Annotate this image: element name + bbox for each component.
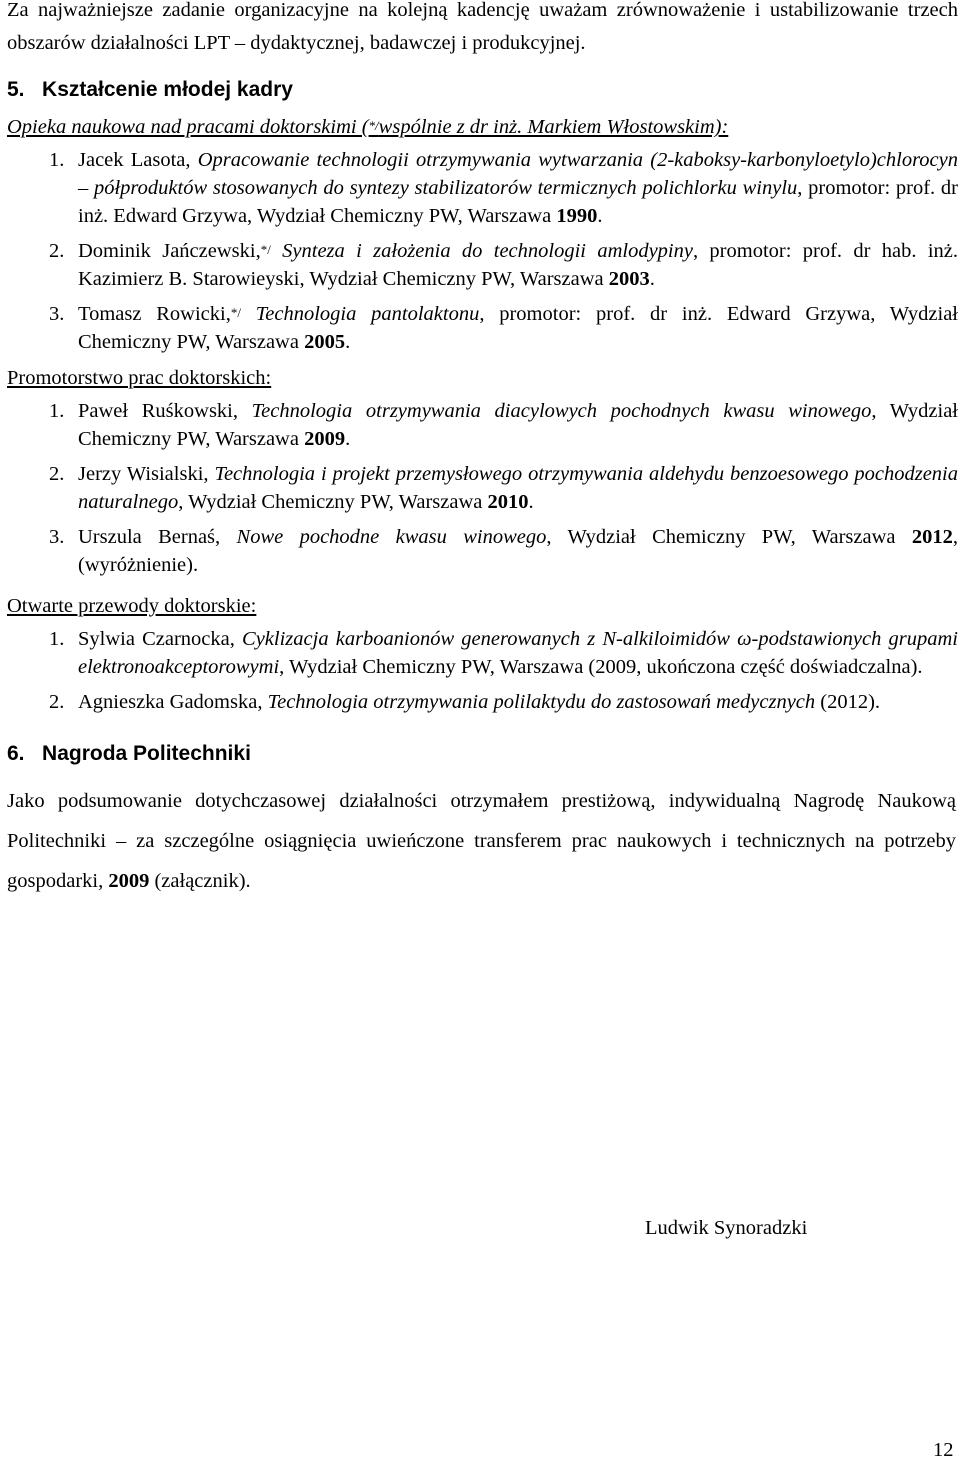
item-title: Technologia otrzymywania diacylowych pochodnych kwasu winowego bbox=[251, 400, 872, 422]
item-author: Tomasz Rowicki, bbox=[78, 303, 231, 325]
promotorship-heading: Promotorstwo prac doktorskich: bbox=[7, 367, 272, 389]
item-title: Technologia i projekt przemysłowego otrzymywania aldehydu benzoesowego pochodzenia naturalnego bbox=[78, 463, 958, 513]
item-title: Synteza i założenia do technologii amlodypiny bbox=[270, 240, 693, 262]
item-number: 1. bbox=[49, 400, 65, 422]
item-author: Dominik Jańczewski, bbox=[78, 240, 261, 262]
section-6-paragraph bbox=[7, 781, 956, 901]
item-number: 2. bbox=[49, 240, 65, 262]
item-details: , Wydział Chemiczny PW, Warszawa bbox=[78, 400, 958, 450]
item-end: , (wyróżnienie). bbox=[78, 526, 958, 576]
page-content bbox=[7, 0, 958, 901]
item-marker: */ bbox=[230, 305, 241, 320]
item-year: 2003 bbox=[608, 268, 650, 290]
item-number: 1. bbox=[49, 628, 65, 650]
item-details: , Wydział Chemiczny PW, Warszawa bbox=[546, 526, 912, 548]
item-end: . bbox=[597, 205, 603, 227]
item-details: , Wydział Chemiczny PW, Warszawa (2009, ukończona część doświadczalna). bbox=[279, 656, 923, 678]
award-text: Jako podsumowanie dotychczasowej działalności otrzymałem prestiżową, indywidualną Nagrodę Naukową Politechniki – za szczególne osiągnięcia uwieńczone transferem prac naukowych i technicznych na potrzeby gospodarki, bbox=[7, 790, 956, 892]
item-details: , promotor: prof. dr hab. inż. Kazimierz B. Starowieyski, Wydział Chemiczny PW, Warszawa bbox=[78, 240, 958, 290]
item-year: 2012 bbox=[911, 526, 953, 548]
supervision-list bbox=[7, 146, 958, 356]
supervision-heading-text: Opieka naukowa nad pracami doktorskimi ( bbox=[7, 116, 369, 138]
item-title: Opracowanie technologii otrzymywania wytwarzania (2-kaboksy-karbonyloetylo)chlorocyn – półproduktów stosowanych do syntezy stabilizatorów termicznych polichlorku winylu bbox=[78, 149, 958, 199]
list-item bbox=[7, 688, 958, 716]
intro-paragraph bbox=[7, 0, 958, 60]
item-year: 2010 bbox=[487, 491, 529, 513]
list-item bbox=[7, 397, 958, 453]
list-item bbox=[7, 625, 958, 681]
item-author: Sylwia Czarnocka, bbox=[78, 628, 243, 650]
list-item bbox=[7, 146, 958, 230]
intro-text: Za najważniejsze zadanie organizacyjne na kolejną kadencję uważam zrównoważenie i ustabilizowanie trzech obszarów działalności LPT – dydaktycznej, badawczej i produkcyjnej. bbox=[7, 0, 958, 54]
supervision-heading-underlined bbox=[7, 116, 379, 138]
item-end: . bbox=[528, 491, 534, 513]
item-year: 2005 bbox=[304, 331, 346, 353]
item-end: . bbox=[649, 268, 655, 290]
list-item bbox=[7, 523, 958, 579]
item-title: Nowe pochodne kwasu winowego bbox=[236, 526, 547, 548]
item-details: , promotor: prof. dr inż. Edward Grzywa, Wydział Chemiczny PW, Warszawa bbox=[78, 303, 959, 353]
open-procedures-list bbox=[7, 625, 958, 716]
item-year: 2009 bbox=[304, 428, 346, 450]
list-item bbox=[7, 237, 958, 293]
item-number: 3. bbox=[49, 303, 65, 325]
item-end: . bbox=[345, 331, 351, 353]
section-6-heading bbox=[7, 738, 958, 769]
section-6-number: 6. bbox=[7, 742, 25, 765]
item-author: Jacek Lasota, bbox=[78, 149, 198, 171]
item-number: 3. bbox=[49, 526, 65, 548]
promotorship-list bbox=[7, 397, 958, 579]
open-procedures-heading: Otwarte przewody doktorskie: bbox=[7, 595, 257, 617]
signature: Ludwik Synoradzki bbox=[645, 1217, 808, 1239]
item-author: Jerzy Wisialski, bbox=[78, 463, 215, 485]
list-item bbox=[7, 460, 958, 516]
item-title: Cyklizacja karboanionów generowanych z N-alkiloimidów ω-podstawionych grupami elektronoakceptorowymi bbox=[78, 628, 959, 678]
item-year: 1990 bbox=[556, 205, 598, 227]
award-year: 2009 bbox=[108, 870, 150, 892]
section-5-number: 5. bbox=[7, 78, 25, 101]
section-5-title: Kształcenie młodej kadry bbox=[42, 78, 293, 101]
item-number: 2. bbox=[49, 463, 65, 485]
item-details: , promotor: prof. dr inż. Edward Grzywa, Wydział Chemiczny PW, Warszawa bbox=[78, 177, 958, 227]
item-author: Paweł Ruśkowski, bbox=[78, 400, 252, 422]
list-item bbox=[7, 300, 958, 356]
item-number: 1. bbox=[49, 149, 65, 171]
award-text-end: (załącznik). bbox=[149, 870, 251, 892]
page-number: 12 bbox=[933, 1439, 954, 1461]
item-details: (2012). bbox=[815, 691, 881, 713]
item-number: 2. bbox=[49, 691, 65, 713]
item-details: , Wydział Chemiczny PW, Warszawa bbox=[178, 491, 488, 513]
item-end: . bbox=[345, 428, 351, 450]
supervision-heading bbox=[7, 112, 958, 143]
item-author: Urszula Bernaś, bbox=[78, 526, 237, 548]
section-5-heading bbox=[7, 74, 958, 105]
item-title: Technologia otrzymywania polilaktydu do zastosowań medycznych bbox=[267, 691, 816, 713]
item-author: Agnieszka Gadomska, bbox=[78, 691, 268, 713]
section-6-title: Nagroda Politechniki bbox=[42, 742, 251, 765]
item-marker: */ bbox=[260, 242, 271, 257]
supervision-heading-note: wspólnie z dr inż. Markiem Włostowskim): bbox=[378, 116, 729, 138]
supervision-heading-marker: */ bbox=[368, 118, 379, 133]
item-title: Technologia pantolaktonu bbox=[240, 303, 480, 325]
